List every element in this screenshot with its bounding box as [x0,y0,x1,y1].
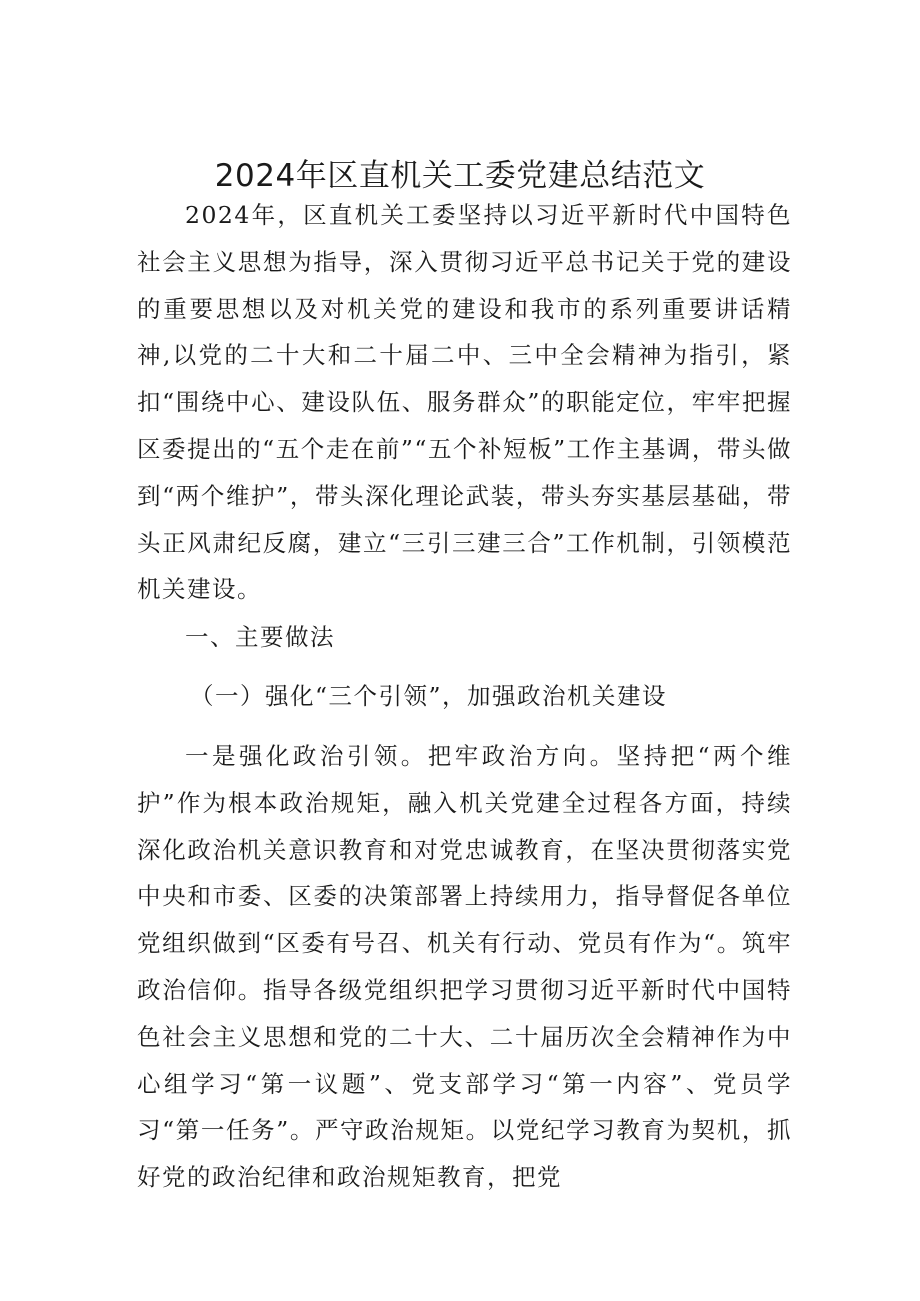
section-heading: 一、主要做法 [185,623,335,651]
section-paragraph: 一是强化政治引领。把牢政治方向。坚持把“两个维护”作为根本政治规矩，融入机关党建全过程各方面，持续深化政治机关意识教育和对党忠诚教育，在坚决贯彻落实党中央和市委、区委的决策部署上持续用力，指导督促各单位党组织做到“区委有号召、机关有行动、党员有作为“。筑牢政治信仰。指导各级党组织把学习贯彻习近平新时代中国特色社会主义思想和党的二十大、二十届历次全会精神作为中心组学习“第一议题”、党支部学习“第一内容”、党员学习“第一任务”。严守政治规矩。以党纪学习教育为契机，抓好党的政治纪律和政治规矩教育，把党 [137,742,792,1192]
intro-paragraph: 2024年，区直机关工委坚持以习近平新时代中国特色社会主义思想为指导，深入贯彻习近平总书记关于党的建设的重要思想以及对机关党的建设和我市的系列重要讲话精神,以党的二十大和二十届二中、三中全会精神为指引，紧扣“围绕中心、建设队伍、服务群众”的职能定位，牢牢把握区委提出的“五个走在前”“五个补短板”工作主基调，带头做到“两个维护”，带头深化理论武装，带头夯实基层基础，带头正风肃纪反腐，建立“三引三建三合”工作机制，引领模范机关建设。 [137,201,792,604]
document-title: 2024年区直机关工委党建总结范文 [214,158,706,194]
subsection-heading: （一）强化“三个引领”，加强政治机关建设 [190,682,668,710]
